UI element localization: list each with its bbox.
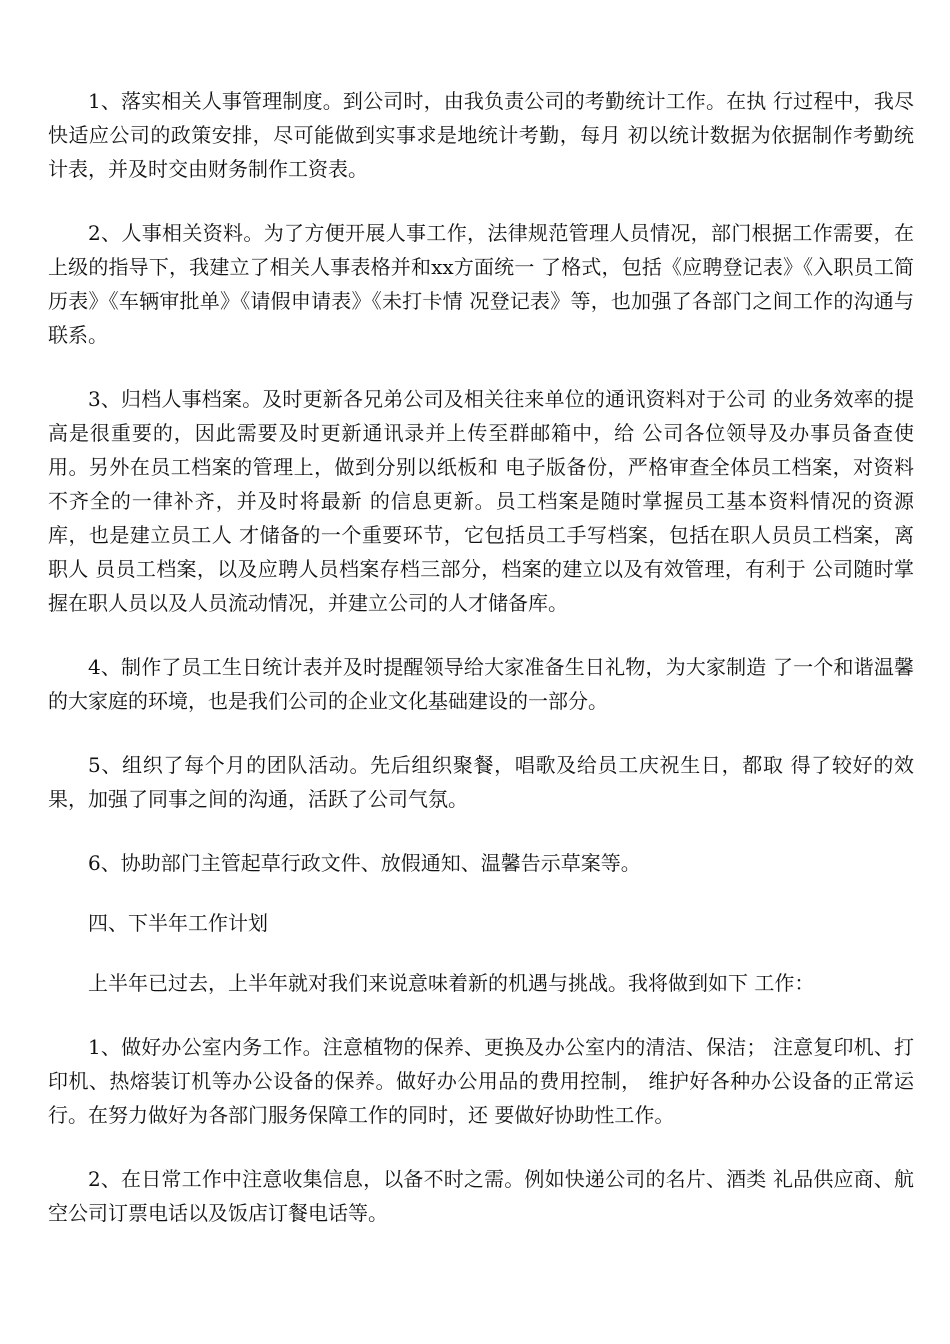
paragraph-office-affairs: 1、做好办公室内务工作。注意植物的保养、更换及办公室内的清洁、保洁； 注意复印机、打印机、热熔装订机等办公设备的保养。做好办公用品的费用控制， 维护好各种办公设备的正常运行。在努力做好为各部门服务保障工作的同时，还 要做好协助性工作。 [48,1035,914,1127]
paragraph-plan-intro: 上半年已过去，上半年就对我们来说意味着新的机遇与挑战。我将做到如下 工作： [88,971,815,995]
paragraph-hr-archives: 3、归档人事档案。及时更新各兄弟公司及相关往来单位的通讯资料对于公司 的业务效率的提高是很重要的，因此需要及时更新通讯录并上传至群邮箱中，给 公司各位领导及办事员备查使用。另外在员工档案的管理上，做到分别以纸板和 电子版备份，严格审查全体员工档案，对资料不齐全的一律补齐，并及时将最新 的信息更新。员工档案是随时掌握员工基本资料情况的资源库，也是建立员工人 才储备的一个重要环节，它包括员工手写档案，包括在职人员员工档案，离职人 员员工档案，以及应聘人员档案存档三部分，档案的建立以及有效管理，有利于 公司随时掌握在职人员以及人员流动情况，并建立公司的人才储备库。 [48,387,914,615]
paragraph-birthday-stats: 4、制作了员工生日统计表并及时提醒领导给大家准备生日礼物，为大家制造 了一个和谐温馨的大家庭的环境，也是我们公司的企业文化基础建设的一部分。 [48,655,914,713]
paragraph-team-activities: 5、组织了每个月的团队活动。先后组织聚餐，唱歌及给员工庆祝生日，都取 得了较好的效果，加强了同事之间的沟通，活跃了公司气氛。 [48,753,914,811]
paragraph-collect-info: 2、在日常工作中注意收集信息，以备不时之需。例如快递公司的名片、酒类 礼品供应商、航空公司订票电话以及饭店订餐电话等。 [48,1167,914,1225]
paragraph-attendance: 1、落实相关人事管理制度。到公司时，由我负责公司的考勤统计工作。在执 行过程中，我尽快适应公司的政策安排，尽可能做到实事求是地统计考勤，每月 初以统计数据为依据制作考勤统计表，并及时交由财务制作工资表。 [48,89,914,181]
section-heading-plan: 四、下半年工作计划 [88,911,268,935]
paragraph-hr-materials: 2、人事相关资料。为了方便开展人事工作，法律规范管理人员情况，部门根据工作需要，在上级的指导下，我建立了相关人事表格并和xx方面统一 了格式，包括《应聘登记表》《入职员工简历表》《车辆审批单》《请假申请表》《未打卡情 况登记表》等，也加强了各部门之间工作的沟通与联系。 [48,221,914,347]
paragraph-assist-drafting: 6、协助部门主管起草行政文件、放假通知、温馨告示草案等。 [88,851,641,875]
